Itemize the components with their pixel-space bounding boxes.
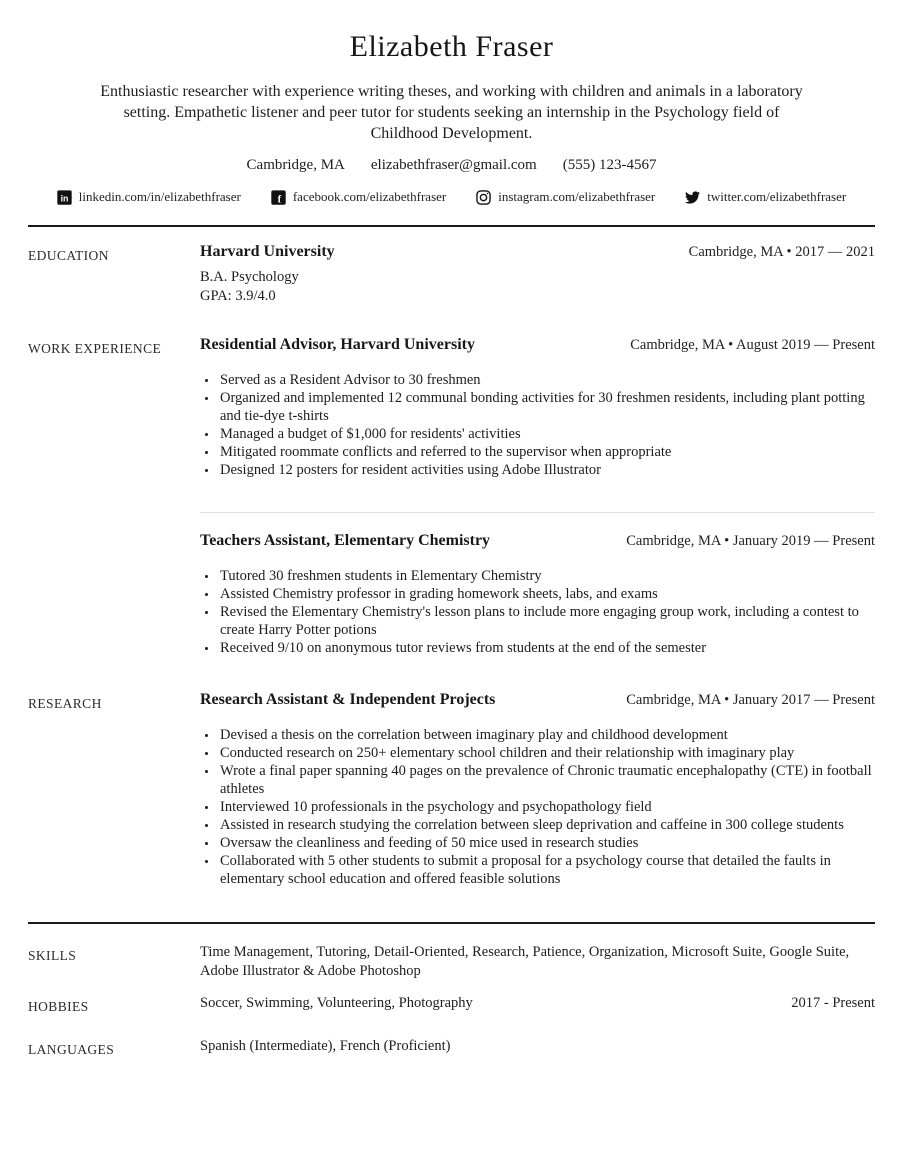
- entry-header: [200, 532, 875, 550]
- bullet-item: • Received 9/10 on anonymous tutor reviews from students at the end of the semester: [218, 639, 875, 657]
- bullet-item: • Assisted Chemistry professor in grading homework sheets, labs, and exams: [218, 585, 875, 603]
- header-divider-rule: [28, 225, 875, 227]
- bullet-list: [200, 371, 875, 479]
- social-link-twitter[interactable]: [685, 189, 846, 205]
- twitter-icon: [685, 190, 700, 205]
- bullet-item: • Assisted in research studying the correlation between sleep deprivation and caffeine in 300 college students: [218, 816, 875, 834]
- bullet-item: • Wrote a final paper spanning 40 pages on the prevalence of Chronic traumatic encephalopathy (CTE) in football athletes: [218, 762, 875, 798]
- entry-header: [200, 243, 875, 261]
- social-link-linkedin[interactable]: [57, 189, 241, 205]
- facebook-icon: [271, 190, 286, 205]
- bullet-item: • Collaborated with 5 other students to submit a proposal for a psychology course that detailed the faults in elementary school education and offered feasible solutions: [218, 852, 875, 888]
- section-label-languages: LANGUAGES: [28, 1042, 115, 1057]
- section-languages: [28, 1037, 875, 1060]
- candidate-name: Elizabeth Fraser: [349, 30, 554, 63]
- social-link-label: instagram.com/elizabethfraser: [498, 189, 656, 204]
- bullet-list: [200, 726, 875, 888]
- bullet-item: • Tutored 30 freshmen students in Elementary Chemistry: [218, 567, 875, 585]
- section-research: [28, 691, 875, 888]
- entry-title: Residential Advisor, Harvard University: [200, 336, 475, 353]
- entry-meta: Cambridge, MA • January 2019 — Present: [626, 533, 875, 549]
- education-entry: [200, 243, 875, 305]
- hobbies-text: Soccer, Swimming, Volunteering, Photography: [200, 995, 473, 1011]
- social-link-label: twitter.com/elizabethfraser: [707, 189, 847, 204]
- entry-divider: [200, 512, 875, 513]
- research-entry: [200, 691, 875, 888]
- section-label-research: RESEARCH: [28, 696, 102, 711]
- section-label-education: EDUCATION: [28, 248, 109, 263]
- entry-title: Teachers Assistant, Elementary Chemistry: [200, 532, 491, 549]
- hobbies-row: [200, 994, 875, 1017]
- bullet-item: • Devised a thesis on the correlation between imaginary play and childhood development: [218, 726, 875, 744]
- research-content: [200, 691, 875, 888]
- footer-divider-rule: [28, 922, 875, 924]
- section-label-skills: SKILLS: [28, 948, 77, 963]
- entry-meta: Cambridge, MA • 2017 — 2021: [688, 244, 875, 260]
- bullet-list: [200, 567, 875, 657]
- bullet-item: • Conducted research on 250+ elementary school children and their relationship with imaginary play: [218, 744, 875, 762]
- education-content: [200, 243, 875, 305]
- entry-header: [200, 691, 875, 709]
- contact-row: [28, 157, 875, 174]
- section-label-hobbies: HOBBIES: [28, 999, 89, 1014]
- location-text: Cambridge, MA: [246, 157, 345, 173]
- section-hobbies: [28, 994, 875, 1017]
- hobbies-meta: 2017 - Present: [791, 995, 875, 1011]
- gpa-line: GPA: 3.9/4.0: [200, 287, 276, 304]
- work-content: [200, 336, 875, 657]
- linkedin-icon: [57, 190, 72, 205]
- entry-meta: Cambridge, MA • January 2017 — Present: [626, 692, 875, 708]
- section-label-work: WORK EXPERIENCE: [28, 341, 162, 356]
- svg-text:in: in: [60, 193, 69, 204]
- work-entry: [200, 336, 875, 479]
- degree-line: B.A. Psychology: [200, 269, 299, 285]
- social-link-facebook[interactable]: [271, 189, 446, 205]
- section-skills: [28, 943, 875, 980]
- bullet-item: • Interviewed 10 professionals in the psychology and psychopathology field: [218, 798, 875, 816]
- bullet-item: • Mitigated roommate conflicts and referred to the supervisor when appropriate: [218, 443, 875, 461]
- entry-title: Harvard University: [200, 243, 335, 260]
- bullet-item: • Revised the Elementary Chemistry's lesson plans to include more engaging group work, including a contest to create Harry Potter potions: [218, 603, 875, 639]
- bullet-item: • Served as a Resident Advisor to 30 freshmen: [218, 371, 875, 389]
- social-link-label: linkedin.com/in/elizabethfraser: [78, 189, 241, 204]
- instagram-icon: [476, 190, 491, 205]
- social-links-row: [28, 189, 875, 205]
- resume-header: [28, 30, 875, 205]
- entry-title: Research Assistant & Independent Projects: [200, 691, 496, 708]
- languages-text: Spanish (Intermediate), French (Proficient): [200, 1038, 451, 1054]
- email-link[interactable]: elizabethfraser@gmail.com: [370, 157, 537, 173]
- svg-text:f: f: [277, 194, 282, 205]
- section-work-experience: [28, 336, 875, 657]
- entry-header: [200, 336, 875, 354]
- education-details: [200, 268, 875, 305]
- bullet-item: • Organized and implemented 12 communal bonding activities for 30 freshmen residents, including plant potting and tie-dye t-shirts: [218, 389, 875, 425]
- summary-text: Enthusiastic researcher with experience writing theses, and working with children and animals in a laboratory setting. Empathetic listener and peer tutor for students seeking an internship in the Psychology field of Childhood Development.: [100, 83, 803, 142]
- phone-text: (555) 123-4567: [562, 157, 657, 173]
- entry-meta: Cambridge, MA • August 2019 — Present: [630, 337, 875, 353]
- bullet-item: • Designed 12 posters for resident activities using Adobe Illustrator: [218, 461, 875, 479]
- social-link-label: facebook.com/elizabethfraser: [292, 189, 447, 204]
- bullet-item: • Managed a budget of $1,000 for residents' activities: [218, 425, 875, 443]
- section-education: [28, 243, 875, 305]
- bullet-item: • Oversaw the cleanliness and feeding of 50 mice used in research studies: [218, 834, 875, 852]
- skills-text: Time Management, Tutoring, Detail-Oriented, Research, Patience, Organization, Microsoft Suite, Google Suite, Adobe Illustrator & Adobe Photoshop: [200, 944, 850, 979]
- social-link-instagram[interactable]: [476, 189, 655, 205]
- work-entry: [200, 532, 875, 657]
